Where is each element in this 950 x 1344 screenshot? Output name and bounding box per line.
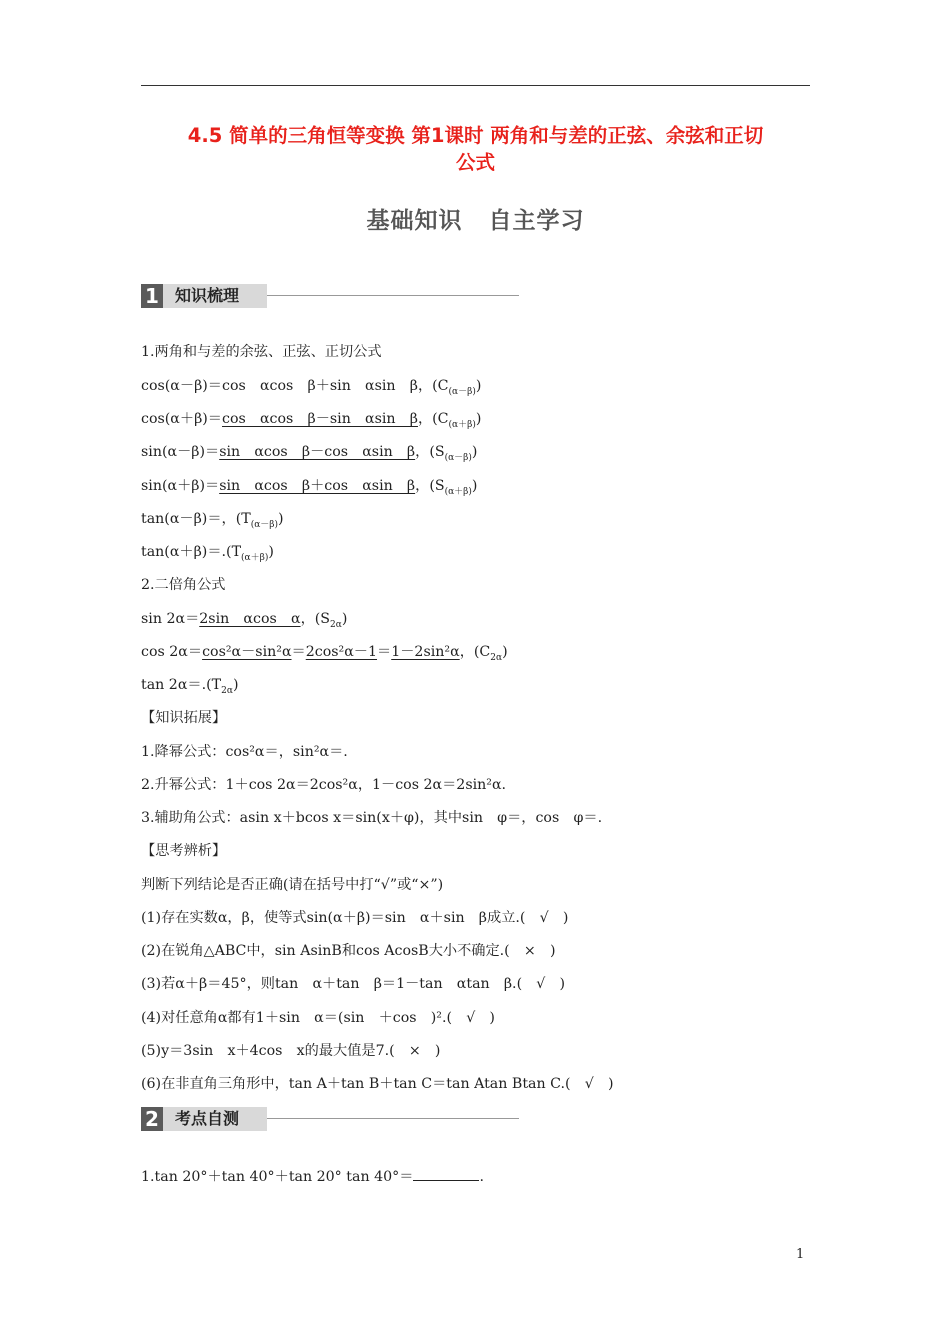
formula-line: sin(α－β)＝sin αcos β－cos αsin β，$(S_{(\alpha-\beta)})$ (141, 444, 478, 463)
text-line: (5)y＝3sin x＋4cos x的最大值是7.( × ) (141, 1043, 441, 1059)
text-line: 2.升幂公式：1＋cos 2α＝2cos²α，1－cos 2α＝2sin²α. (141, 777, 507, 793)
subtitle-right: 自主学习 (488, 208, 585, 234)
formula-line: cos 2α＝cos²α－sin²α＝2cos²α－1＝1－2sin²α，$(C_{2\alpha})$ (141, 644, 508, 663)
title-line-1: 4.5 简单的三角恒等变换 第1课时 两角和与差的正弦、余弦和正切 (187, 124, 764, 147)
answer-underline: sin αcos β＋cos αsin β (219, 478, 416, 494)
text-line: 【知识拓展】 (141, 710, 227, 726)
header-rule (141, 85, 810, 86)
formula-line: $\tan 2\alpha=.(T_{2\alpha})$ (141, 677, 239, 696)
text-line: (1)存在实数α，β，使等式sin(α＋β)＝sin α＋sin β成立.( √ ) (141, 910, 569, 926)
formula-line: sin 2α＝2sin αcos α，$(S_{2\alpha})$ (141, 611, 348, 630)
section-rule-1 (267, 295, 519, 296)
answer-underline: cos αcos β－sin αsin β (222, 411, 418, 427)
text-line: 判断下列结论是否正确(请在括号中打“√”或“×”) (141, 877, 444, 893)
page-number: 1 (796, 1247, 805, 1262)
answer-underline: cos²α－sin²α (202, 644, 292, 660)
question-line: 1.tan 20°＋tan 40°＋tan 20° tan 40°＝ . (141, 1166, 484, 1187)
answer-underline: 2cos²α－1 (305, 644, 378, 660)
section-number-2: 2 (141, 1107, 163, 1131)
section-label-2: 考点自测 (163, 1107, 267, 1131)
formula-line: cos(α＋β)＝cos αcos β－sin αsin β，$(C_{(\alpha+\beta)})$ (141, 411, 482, 430)
section-rule-2 (267, 1118, 519, 1119)
text-line: (3)若α＋β＝45°，则tan α＋tan β＝1－tan αtan β.( √ ) (141, 976, 566, 992)
text-line: 2.二倍角公式 (141, 577, 226, 593)
text-line: (4)对任意角α都有1＋sin α＝(sin ＋cos )².( √ ) (141, 1010, 495, 1026)
text-line: 【思考辨析】 (141, 843, 227, 859)
answer-blank (413, 1166, 479, 1181)
text-line: 3.辅助角公式：asin x＋bcos x＝sin(x＋φ)，其中sin φ＝，cos φ＝. (141, 810, 603, 826)
formula-line: $\tan(\alpha+\beta)=.(T_{(\alpha+\beta)})$ (141, 544, 274, 563)
formula-line: tan(α－β)＝，$(T_{(\alpha-\beta)})$ (141, 511, 284, 530)
text-line: (6)在非直角三角形中，tan A＋tan B＋tan C＝tan Atan Btan C.( √ ) (141, 1076, 614, 1092)
section-label-1: 知识梳理 (163, 284, 267, 308)
answer-underline: sin αcos β－cos αsin β (219, 444, 416, 460)
answer-underline: 1－2sin²α (391, 644, 460, 660)
text-line: 1.降幂公式：cos²α＝，sin²α＝. (141, 744, 348, 760)
section-subtitle (141, 202, 810, 235)
formula-line: cos(α－β)＝cos αcos β＋sin αsin β，$(C_{(\alpha-\beta)})$ (141, 378, 482, 397)
section-number-1: 1 (141, 284, 163, 308)
formula-line: sin(α＋β)＝sin αcos β＋cos αsin β，$(S_{(\alpha+\beta)})$ (141, 478, 478, 497)
answer-underline: 2sin αcos α (199, 611, 301, 627)
title-line-2: 公式 (455, 151, 495, 174)
page-title (141, 122, 810, 176)
text-line: 1.两角和与差的余弦、正弦、正切公式 (141, 344, 382, 360)
subtitle-left: 基础知识 (366, 208, 463, 234)
text-line: (2)在锐角△ABC中，sin AsinB和cos AcosB大小不确定.( × ) (141, 943, 556, 959)
